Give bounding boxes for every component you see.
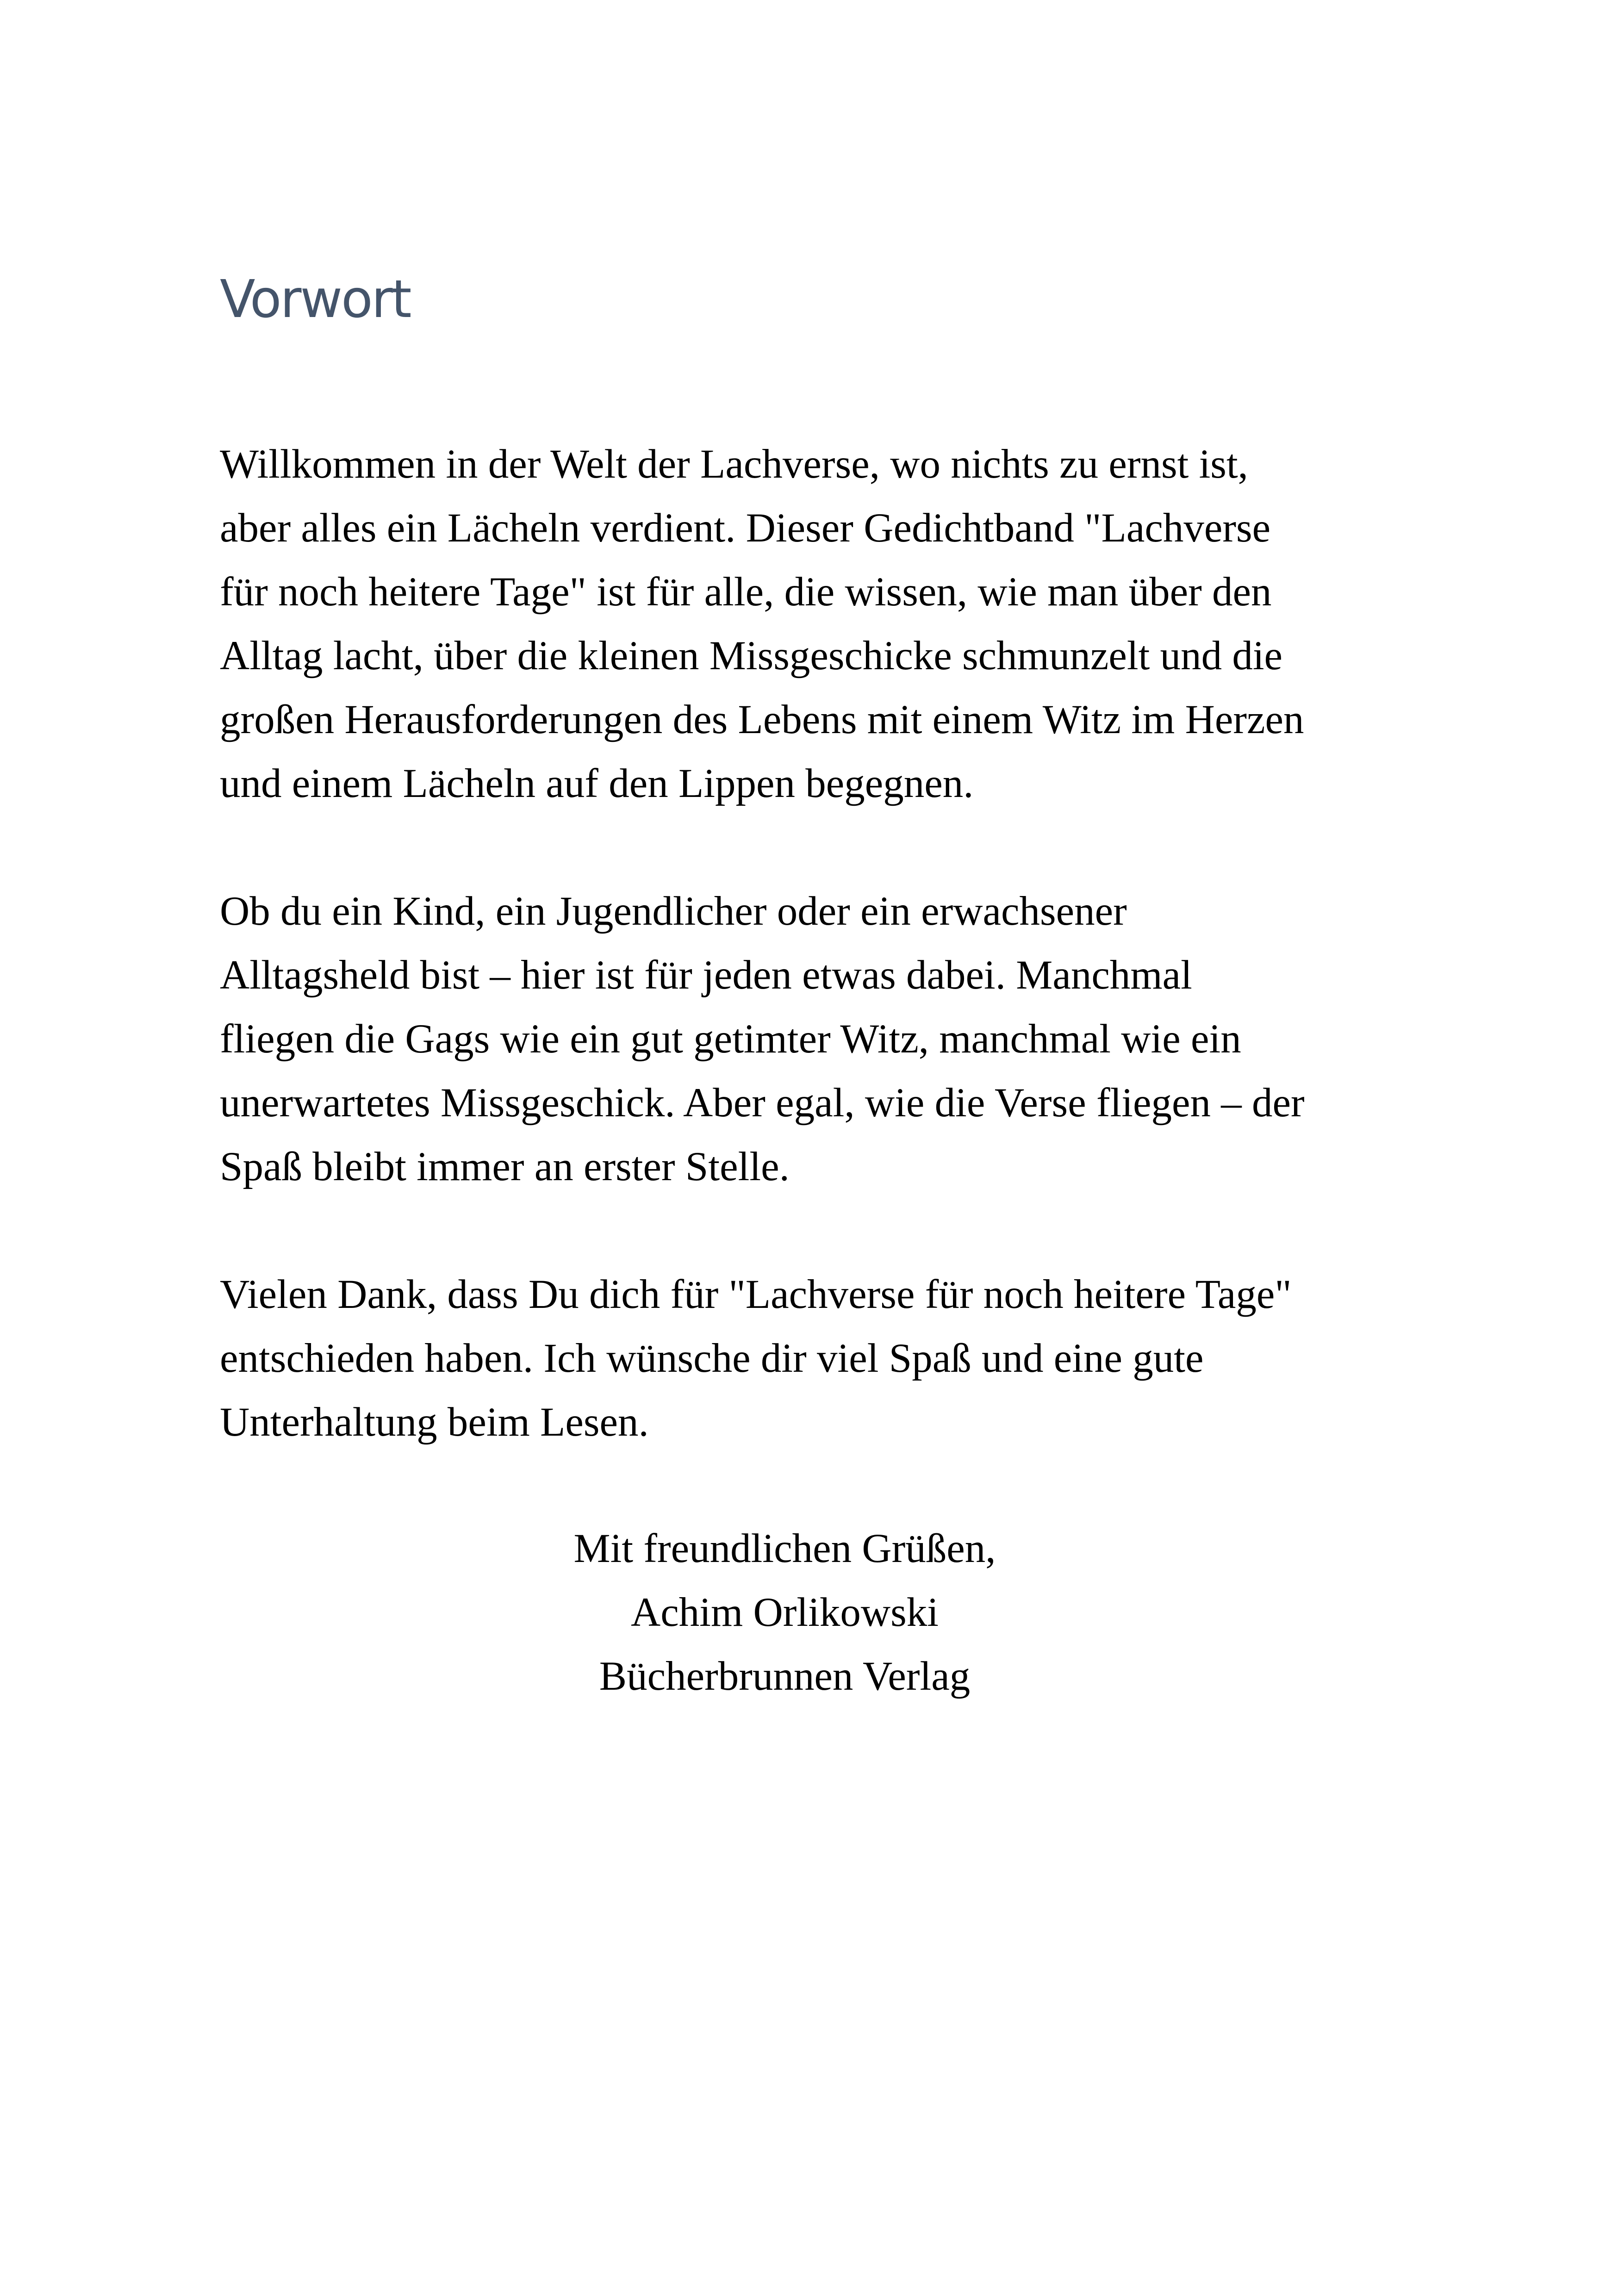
text-line: Willkommen in der Welt der Lachverse, wo nichts zu ernst ist, <box>220 442 1248 487</box>
publisher-name: Bücherbrunnen Verlag <box>599 1654 971 1699</box>
text-line: Spaß bleibt immer an erster Stelle. <box>220 1144 790 1189</box>
paragraph-welcome <box>220 432 1377 815</box>
text-line: entschieden haben. Ich wünsche dir viel Spaß und eine gute <box>220 1336 1204 1381</box>
page-title: Vorwort <box>220 269 411 330</box>
author-name: Achim Orlikowski <box>631 1590 939 1635</box>
paragraph-audience <box>220 879 1377 1199</box>
signature-block <box>0 1517 1569 1708</box>
paragraph-thanks <box>220 1263 1377 1454</box>
closing-greeting: Mit freundlichen Grüßen, <box>573 1526 996 1571</box>
text-line: aber alles ein Lächeln verdient. Dieser Gedichtband "Lachverse <box>220 505 1271 551</box>
text-line: Unterhaltung beim Lesen. <box>220 1400 649 1445</box>
text-line: Alltag lacht, über die kleinen Missgeschicke schmunzelt und die <box>220 633 1283 678</box>
body-text <box>220 432 1377 1518</box>
text-line: unerwartetes Missgeschick. Aber egal, wie die Verse fliegen – der <box>220 1080 1305 1126</box>
text-line: und einem Lächeln auf den Lippen begegnen. <box>220 761 974 806</box>
text-line: großen Herausforderungen des Lebens mit einem Witz im Herzen <box>220 697 1304 742</box>
text-line: fliegen die Gags wie ein gut getimter Witz, manchmal wie ein <box>220 1016 1241 1062</box>
text-line: Ob du ein Kind, ein Jugendlicher oder ein erwachsener <box>220 889 1127 934</box>
text-line: Alltagsheld bist – hier ist für jeden etwas dabei. Manchmal <box>220 952 1192 998</box>
text-line: Vielen Dank, dass Du dich für "Lachverse für noch heitere Tage" <box>220 1272 1292 1317</box>
text-line: für noch heitere Tage" ist für alle, die wissen, wie man über den <box>220 569 1272 615</box>
